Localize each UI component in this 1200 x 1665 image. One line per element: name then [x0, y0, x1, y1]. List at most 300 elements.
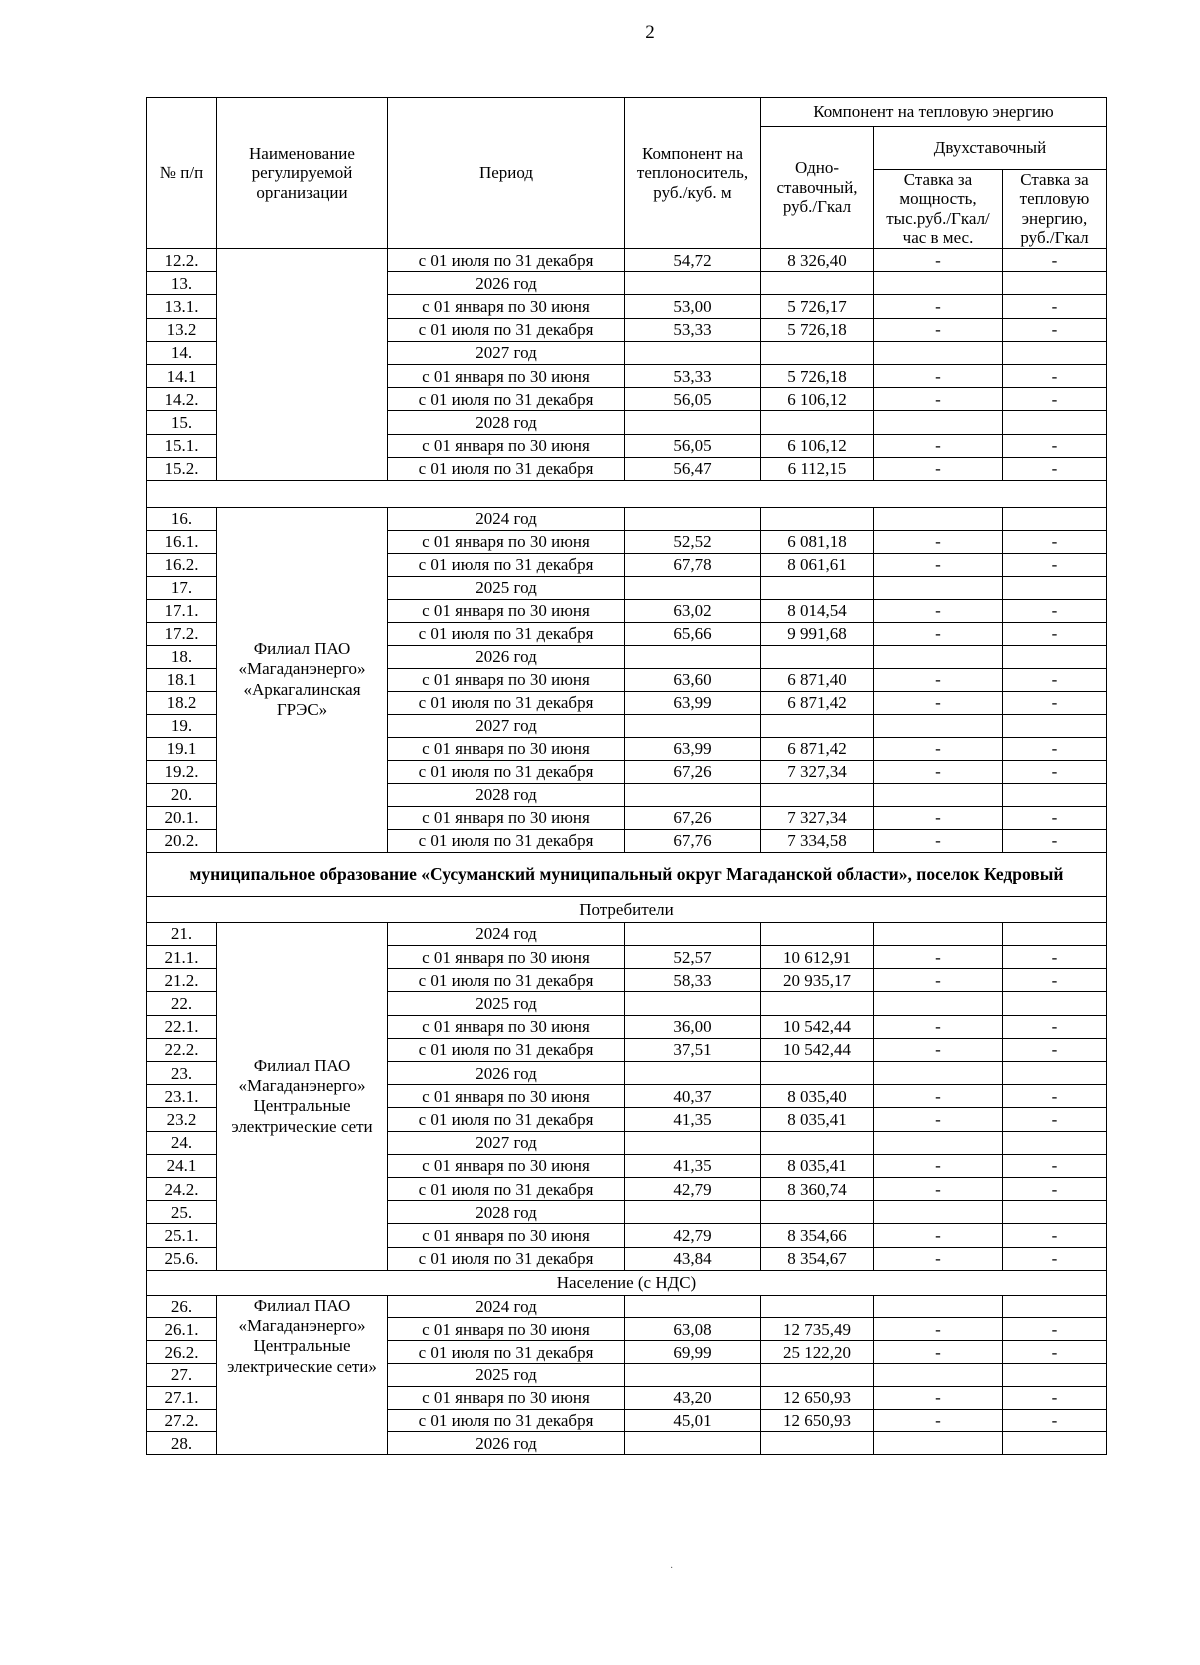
row-number: 14.2. [147, 388, 217, 411]
row-number: 16.1. [147, 530, 217, 553]
carrier-value: 56,05 [625, 434, 761, 457]
period-cell: с 01 января по 30 июня [388, 737, 625, 760]
energy-rate-value: - [1003, 668, 1107, 691]
capacity-rate-value [874, 507, 1003, 530]
period-cell: с 01 января по 30 июня [388, 1318, 625, 1341]
organization-name [217, 249, 388, 481]
carrier-value: 53,33 [625, 318, 761, 341]
row-number: 13. [147, 272, 217, 295]
carrier-value [625, 992, 761, 1015]
row-number: 16. [147, 507, 217, 530]
energy-rate-value [1003, 922, 1107, 945]
row-number: 28. [147, 1432, 217, 1455]
energy-rate-value: - [1003, 530, 1107, 553]
row-number: 26.1. [147, 1318, 217, 1341]
carrier-value [625, 1364, 761, 1387]
capacity-rate-value: - [874, 1015, 1003, 1038]
carrier-value [625, 411, 761, 434]
energy-rate-value: - [1003, 1386, 1107, 1409]
capacity-rate-value: - [874, 1085, 1003, 1108]
single-rate-value [761, 1131, 874, 1154]
energy-rate-value [1003, 272, 1107, 295]
energy-rate-value: - [1003, 249, 1107, 272]
carrier-value: 56,47 [625, 457, 761, 480]
carrier-value [625, 341, 761, 364]
row-number: 23.1. [147, 1085, 217, 1108]
single-rate-value: 10 612,91 [761, 946, 874, 969]
period-cell: с 01 января по 30 июня [388, 530, 625, 553]
row-number: 16.2. [147, 553, 217, 576]
period-cell: с 01 января по 30 июня [388, 295, 625, 318]
period-cell: 2024 год [388, 1295, 625, 1318]
section-title: муниципальное образование «Сусуманский муниципальный округ Магаданской области», поселок Кедровый [147, 852, 1107, 896]
row-number: 24. [147, 1131, 217, 1154]
single-rate-value [761, 714, 874, 737]
period-cell: 2028 год [388, 1201, 625, 1224]
energy-rate-value: - [1003, 599, 1107, 622]
energy-rate-value [1003, 992, 1107, 1015]
energy-rate-value [1003, 341, 1107, 364]
single-rate-value: 8 061,61 [761, 553, 874, 576]
row-number: 14.1 [147, 364, 217, 387]
carrier-value: 58,33 [625, 969, 761, 992]
capacity-rate-value [874, 1432, 1003, 1455]
tariff-table [146, 97, 1107, 1455]
period-cell: с 01 января по 30 июня [388, 1386, 625, 1409]
carrier-value: 56,05 [625, 388, 761, 411]
carrier-value: 53,00 [625, 295, 761, 318]
single-rate-value: 12 650,93 [761, 1409, 874, 1432]
header-col-energy: Ставка за тепловую энергию, руб./Гкал [1003, 169, 1107, 248]
subsection-population: Население (с НДС) [147, 1270, 1107, 1295]
energy-rate-value: - [1003, 434, 1107, 457]
single-rate-value [761, 507, 874, 530]
capacity-rate-value: - [874, 295, 1003, 318]
carrier-value: 67,26 [625, 760, 761, 783]
single-rate-value: 8 354,67 [761, 1247, 874, 1270]
period-cell: 2026 год [388, 1062, 625, 1085]
capacity-rate-value: - [874, 969, 1003, 992]
capacity-rate-value [874, 576, 1003, 599]
period-cell: 2024 год [388, 922, 625, 945]
energy-rate-value: - [1003, 1247, 1107, 1270]
single-rate-value [761, 272, 874, 295]
carrier-value: 69,99 [625, 1341, 761, 1364]
row-number: 21.1. [147, 946, 217, 969]
single-rate-value [761, 341, 874, 364]
header-col-org: Наименование регулируемой организации [217, 98, 388, 249]
header-col-heat-group: Компонент на тепловую энергию [761, 98, 1107, 127]
single-rate-value: 6 112,15 [761, 457, 874, 480]
capacity-rate-value [874, 411, 1003, 434]
single-rate-value [761, 411, 874, 434]
carrier-value: 37,51 [625, 1038, 761, 1061]
capacity-rate-value: - [874, 553, 1003, 576]
period-cell: с 01 июля по 31 декабря [388, 553, 625, 576]
carrier-value: 67,76 [625, 829, 761, 852]
energy-rate-value: - [1003, 691, 1107, 714]
period-cell: 2025 год [388, 576, 625, 599]
carrier-value [625, 507, 761, 530]
energy-rate-value: - [1003, 806, 1107, 829]
row-number: 17. [147, 576, 217, 599]
capacity-rate-value: - [874, 737, 1003, 760]
row-number: 27.1. [147, 1386, 217, 1409]
energy-rate-value: - [1003, 1015, 1107, 1038]
capacity-rate-value: - [874, 1224, 1003, 1247]
header-col-single: Одно-ставочный, руб./Гкал [761, 127, 874, 249]
row-number: 22.2. [147, 1038, 217, 1061]
single-rate-value: 5 726,18 [761, 364, 874, 387]
header-col-number: № п/п [147, 98, 217, 249]
period-cell: 2027 год [388, 341, 625, 364]
capacity-rate-value: - [874, 1318, 1003, 1341]
row-number: 24.1 [147, 1154, 217, 1177]
capacity-rate-value: - [874, 434, 1003, 457]
blank-separator [147, 480, 1107, 507]
single-rate-value [761, 1295, 874, 1318]
carrier-value [625, 783, 761, 806]
capacity-rate-value [874, 272, 1003, 295]
period-cell: с 01 июля по 31 декабря [388, 691, 625, 714]
organization-name: Филиал ПАО «Магаданэнерго» Центральные электрические сети [217, 922, 388, 1270]
subsection-consumers-row [147, 896, 1107, 922]
carrier-value: 43,84 [625, 1247, 761, 1270]
single-rate-value: 10 542,44 [761, 1015, 874, 1038]
page-number: 2 [645, 22, 655, 43]
carrier-value [625, 1295, 761, 1318]
single-rate-value: 8 360,74 [761, 1177, 874, 1200]
carrier-value: 63,99 [625, 737, 761, 760]
single-rate-value [761, 1201, 874, 1224]
row-number: 21.2. [147, 969, 217, 992]
period-cell: 2026 год [388, 645, 625, 668]
energy-rate-value: - [1003, 1224, 1107, 1247]
energy-rate-value [1003, 1062, 1107, 1085]
carrier-value: 43,20 [625, 1386, 761, 1409]
period-cell: 2027 год [388, 1131, 625, 1154]
table-row [147, 922, 1107, 945]
single-rate-value: 6 106,12 [761, 434, 874, 457]
capacity-rate-value: - [874, 1341, 1003, 1364]
row-number: 15. [147, 411, 217, 434]
carrier-value: 63,99 [625, 691, 761, 714]
single-rate-value: 8 035,41 [761, 1154, 874, 1177]
carrier-value: 41,35 [625, 1154, 761, 1177]
energy-rate-value [1003, 645, 1107, 668]
row-number: 14. [147, 341, 217, 364]
carrier-value [625, 576, 761, 599]
row-number: 20.1. [147, 806, 217, 829]
energy-rate-value [1003, 576, 1107, 599]
energy-rate-value [1003, 783, 1107, 806]
capacity-rate-value: - [874, 668, 1003, 691]
single-rate-value: 6 871,40 [761, 668, 874, 691]
energy-rate-value [1003, 1364, 1107, 1387]
single-rate-value: 6 081,18 [761, 530, 874, 553]
single-rate-value: 8 035,40 [761, 1085, 874, 1108]
capacity-rate-value: - [874, 388, 1003, 411]
capacity-rate-value: - [874, 1177, 1003, 1200]
period-cell: 2028 год [388, 411, 625, 434]
row-number: 13.1. [147, 295, 217, 318]
carrier-value: 52,52 [625, 530, 761, 553]
energy-rate-value: - [1003, 1038, 1107, 1061]
capacity-rate-value [874, 1364, 1003, 1387]
single-rate-value: 9 991,68 [761, 622, 874, 645]
period-cell: 2024 год [388, 507, 625, 530]
capacity-rate-value: - [874, 1108, 1003, 1131]
carrier-value [625, 714, 761, 737]
carrier-value: 63,08 [625, 1318, 761, 1341]
carrier-value: 41,35 [625, 1108, 761, 1131]
row-number: 18.1 [147, 668, 217, 691]
single-rate-value [761, 783, 874, 806]
energy-rate-value: - [1003, 946, 1107, 969]
carrier-value: 54,72 [625, 249, 761, 272]
single-rate-value: 8 014,54 [761, 599, 874, 622]
energy-rate-value: - [1003, 622, 1107, 645]
header-col-capacity: Ставка за мощность, тыс.руб./Гкал/ час в мес. [874, 169, 1003, 248]
energy-rate-value [1003, 1201, 1107, 1224]
carrier-value: 40,37 [625, 1085, 761, 1108]
single-rate-value: 8 354,66 [761, 1224, 874, 1247]
subsection-consumers: Потребители [147, 896, 1107, 922]
energy-rate-value [1003, 1295, 1107, 1318]
organization-name: Филиал ПАО «Магаданэнерго» Центральные электрические сети» [217, 1295, 388, 1455]
period-cell: 2025 год [388, 1364, 625, 1387]
capacity-rate-value: - [874, 760, 1003, 783]
energy-rate-value [1003, 411, 1107, 434]
row-number: 25.6. [147, 1247, 217, 1270]
energy-rate-value [1003, 507, 1107, 530]
capacity-rate-value: - [874, 622, 1003, 645]
single-rate-value: 6 871,42 [761, 691, 874, 714]
row-number: 17.1. [147, 599, 217, 622]
energy-rate-value: - [1003, 1341, 1107, 1364]
single-rate-value [761, 1364, 874, 1387]
capacity-rate-value: - [874, 318, 1003, 341]
row-number: 26. [147, 1295, 217, 1318]
capacity-rate-value: - [874, 829, 1003, 852]
single-rate-value: 8 035,41 [761, 1108, 874, 1131]
row-number: 13.2 [147, 318, 217, 341]
capacity-rate-value: - [874, 530, 1003, 553]
period-cell: с 01 июля по 31 декабря [388, 622, 625, 645]
period-cell: с 01 июля по 31 декабря [388, 1247, 625, 1270]
period-cell: с 01 января по 30 июня [388, 1154, 625, 1177]
period-cell: с 01 июля по 31 декабря [388, 1341, 625, 1364]
period-cell: 2027 год [388, 714, 625, 737]
table-row [147, 249, 1107, 272]
row-number: 20.2. [147, 829, 217, 852]
blank-separator-row [147, 480, 1107, 507]
row-number: 17.2. [147, 622, 217, 645]
capacity-rate-value: - [874, 249, 1003, 272]
single-rate-value: 10 542,44 [761, 1038, 874, 1061]
capacity-rate-value [874, 992, 1003, 1015]
carrier-value: 63,02 [625, 599, 761, 622]
capacity-rate-value [874, 783, 1003, 806]
carrier-value: 65,66 [625, 622, 761, 645]
period-cell: с 01 января по 30 июня [388, 1015, 625, 1038]
carrier-value [625, 1062, 761, 1085]
period-cell: с 01 июля по 31 декабря [388, 388, 625, 411]
period-cell: 2028 год [388, 783, 625, 806]
energy-rate-value [1003, 1432, 1107, 1455]
subsection-population-row [147, 1270, 1107, 1295]
capacity-rate-value: - [874, 691, 1003, 714]
period-cell: с 01 января по 30 июня [388, 1085, 625, 1108]
single-rate-value: 5 726,17 [761, 295, 874, 318]
energy-rate-value: - [1003, 1085, 1107, 1108]
energy-rate-value: - [1003, 760, 1107, 783]
row-number: 19. [147, 714, 217, 737]
period-cell: с 01 июля по 31 декабря [388, 318, 625, 341]
single-rate-value [761, 922, 874, 945]
period-cell: с 01 июля по 31 декабря [388, 249, 625, 272]
energy-rate-value [1003, 1131, 1107, 1154]
single-rate-value [761, 1432, 874, 1455]
row-number: 18.2 [147, 691, 217, 714]
single-rate-value: 25 122,20 [761, 1341, 874, 1364]
capacity-rate-value [874, 922, 1003, 945]
carrier-value: 52,57 [625, 946, 761, 969]
capacity-rate-value: - [874, 599, 1003, 622]
row-number: 22.1. [147, 1015, 217, 1038]
single-rate-value: 8 326,40 [761, 249, 874, 272]
carrier-value [625, 1201, 761, 1224]
capacity-rate-value [874, 714, 1003, 737]
row-number: 24.2. [147, 1177, 217, 1200]
period-cell: 2026 год [388, 272, 625, 295]
single-rate-value [761, 576, 874, 599]
single-rate-value [761, 645, 874, 668]
energy-rate-value: - [1003, 829, 1107, 852]
row-number: 19.1 [147, 737, 217, 760]
carrier-value: 36,00 [625, 1015, 761, 1038]
capacity-rate-value [874, 1295, 1003, 1318]
capacity-rate-value: - [874, 457, 1003, 480]
single-rate-value: 12 735,49 [761, 1318, 874, 1341]
row-number: 23. [147, 1062, 217, 1085]
carrier-value [625, 272, 761, 295]
energy-rate-value: - [1003, 1177, 1107, 1200]
energy-rate-value: - [1003, 737, 1107, 760]
row-number: 19.2. [147, 760, 217, 783]
carrier-value [625, 1432, 761, 1455]
energy-rate-value [1003, 714, 1107, 737]
single-rate-value: 7 327,34 [761, 806, 874, 829]
period-cell: с 01 января по 30 июня [388, 434, 625, 457]
row-number: 27. [147, 1364, 217, 1387]
header-row [147, 98, 1107, 127]
period-cell: с 01 января по 30 июня [388, 668, 625, 691]
single-rate-value [761, 1062, 874, 1085]
row-number: 25.1. [147, 1224, 217, 1247]
capacity-rate-value: - [874, 364, 1003, 387]
carrier-value [625, 645, 761, 668]
capacity-rate-value: - [874, 1154, 1003, 1177]
period-cell: с 01 января по 30 июня [388, 1224, 625, 1247]
carrier-value [625, 1131, 761, 1154]
single-rate-value: 6 106,12 [761, 388, 874, 411]
energy-rate-value: - [1003, 969, 1107, 992]
energy-rate-value: - [1003, 388, 1107, 411]
capacity-rate-value: - [874, 1409, 1003, 1432]
period-cell: с 01 июля по 31 декабря [388, 760, 625, 783]
row-number: 21. [147, 922, 217, 945]
energy-rate-value: - [1003, 457, 1107, 480]
row-number: 26.2. [147, 1341, 217, 1364]
single-rate-value: 5 726,18 [761, 318, 874, 341]
period-cell: с 01 июля по 31 декабря [388, 1038, 625, 1061]
period-cell: с 01 июля по 31 декабря [388, 829, 625, 852]
row-number: 22. [147, 992, 217, 1015]
energy-rate-value: - [1003, 1154, 1107, 1177]
carrier-value: 53,33 [625, 364, 761, 387]
period-cell: с 01 июля по 31 декабря [388, 969, 625, 992]
period-cell: с 01 января по 30 июня [388, 946, 625, 969]
energy-rate-value: - [1003, 1318, 1107, 1341]
single-rate-value: 6 871,42 [761, 737, 874, 760]
energy-rate-value: - [1003, 1108, 1107, 1131]
section-title-row [147, 852, 1107, 896]
header-col-carrier: Компонент на теплоноситель, руб./куб. м [625, 98, 761, 249]
capacity-rate-value: - [874, 1247, 1003, 1270]
header-col-period: Период [388, 98, 625, 249]
row-number: 12.2. [147, 249, 217, 272]
row-number: 15.1. [147, 434, 217, 457]
scan-dot: · [670, 1563, 674, 1574]
period-cell: 2025 год [388, 992, 625, 1015]
table-row [147, 1295, 1107, 1318]
period-cell: с 01 июля по 31 декабря [388, 457, 625, 480]
energy-rate-value: - [1003, 1409, 1107, 1432]
carrier-value: 42,79 [625, 1224, 761, 1247]
table-row [147, 507, 1107, 530]
period-cell: с 01 января по 30 июня [388, 599, 625, 622]
organization-name: Филиал ПАО «Магаданэнерго» «Аркагалинская ГРЭС» [217, 507, 388, 852]
capacity-rate-value [874, 1062, 1003, 1085]
carrier-value: 42,79 [625, 1177, 761, 1200]
energy-rate-value: - [1003, 295, 1107, 318]
period-cell: с 01 июля по 31 декабря [388, 1108, 625, 1131]
carrier-value: 45,01 [625, 1409, 761, 1432]
carrier-value: 63,60 [625, 668, 761, 691]
capacity-rate-value [874, 645, 1003, 668]
single-rate-value: 20 935,17 [761, 969, 874, 992]
capacity-rate-value: - [874, 806, 1003, 829]
single-rate-value: 12 650,93 [761, 1386, 874, 1409]
energy-rate-value: - [1003, 364, 1107, 387]
row-number: 15.2. [147, 457, 217, 480]
single-rate-value: 7 334,58 [761, 829, 874, 852]
row-number: 18. [147, 645, 217, 668]
period-cell: 2026 год [388, 1432, 625, 1455]
row-number: 25. [147, 1201, 217, 1224]
period-cell: с 01 января по 30 июня [388, 806, 625, 829]
capacity-rate-value: - [874, 1386, 1003, 1409]
capacity-rate-value: - [874, 946, 1003, 969]
row-number: 23.2 [147, 1108, 217, 1131]
period-cell: с 01 июля по 31 декабря [388, 1177, 625, 1200]
capacity-rate-value [874, 1131, 1003, 1154]
row-number: 20. [147, 783, 217, 806]
energy-rate-value: - [1003, 553, 1107, 576]
header-col-two-rate: Двухставочный [874, 127, 1107, 170]
capacity-rate-value: - [874, 1038, 1003, 1061]
